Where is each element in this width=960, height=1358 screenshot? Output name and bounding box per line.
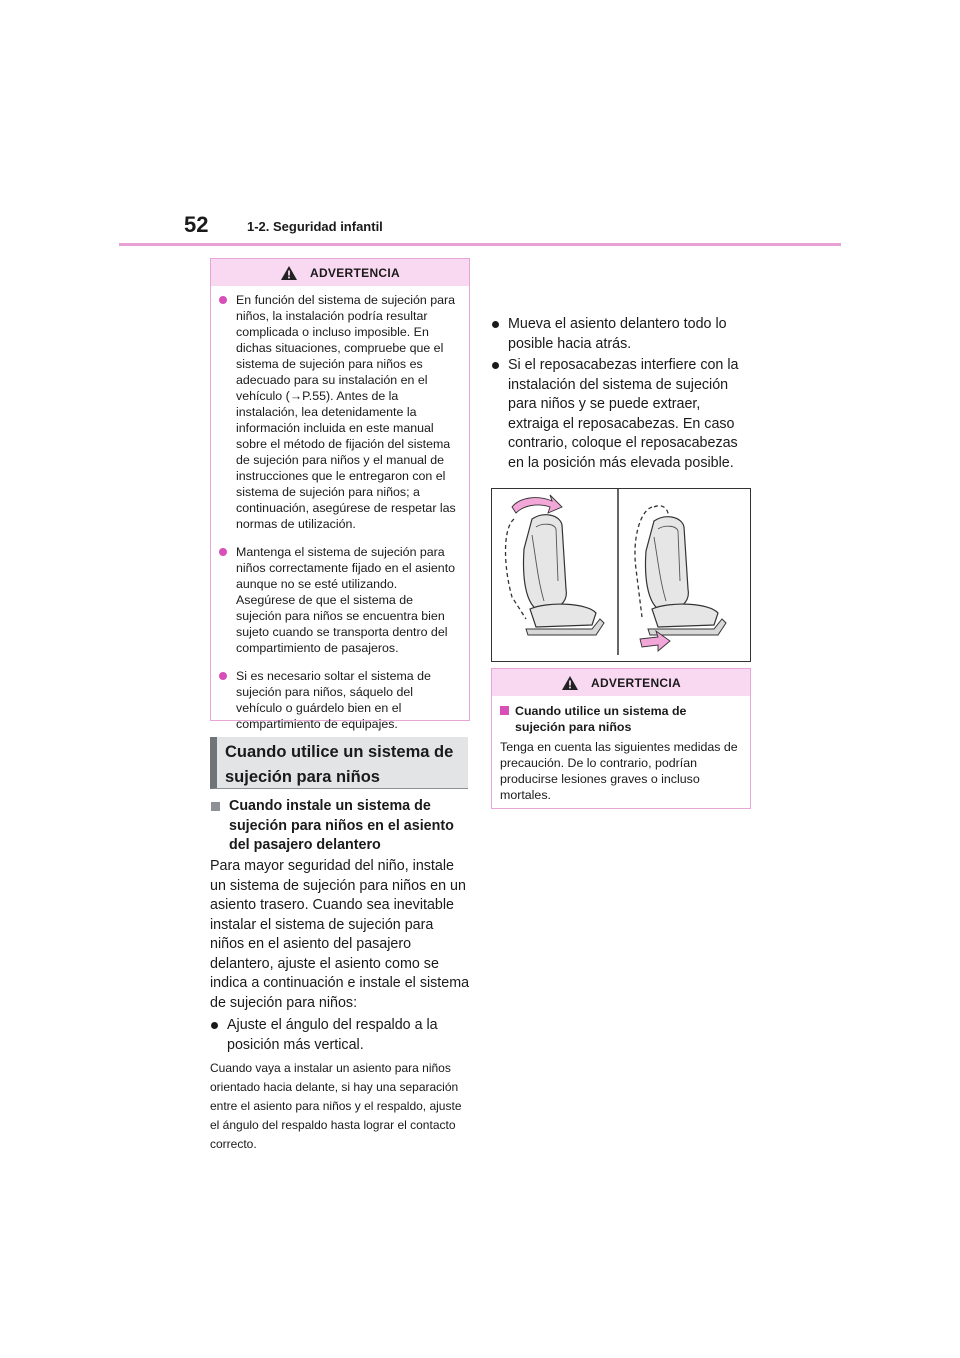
warning-title: ADVERTENCIA: [310, 265, 400, 280]
warning-item-text: En función del sistema de sujeción para niños, la instalación podría resultar complicada o incluso imposible. En dichas situaciones, compruebe que el sistema de sujeción para niños es adecuado para su instalación en el vehículo (→P.55). Antes de la instalación, lea detenidamente la información incluida en este manual sobre el método de fijación del sistema de sujeción para niños y el manual de instrucciones que le entregaron con el sistema de sujeción para niños; a continuación, asegúrese de respetar las normas de utilización.: [236, 293, 456, 531]
note-text-left: [210, 1059, 468, 1154]
warning-subtitle-text: Cuando utilice un sistema de sujeción para niños: [515, 704, 687, 734]
note-text: Cuando vaya a instalar un asiento para niños orientado hacia delante, si hay una separación entre el asiento para niños y el respaldo, ajuste el ángulo del respaldo hasta lograr el contacto correcto.: [210, 1061, 462, 1151]
warning-body: [492, 696, 750, 809]
warning-box-2: [491, 668, 751, 809]
warning-icon: [561, 675, 579, 691]
warning-header: [211, 259, 469, 286]
warning-item-text: Mantenga el sistema de sujeción para niños correctamente fijado en el asiento aunque no se esté utilizando. Asegúrese de que el sistema de sujeción para niños se encuentra bien sujeto cuando se transporta dentro del compartimiento de pasajeros.: [236, 545, 456, 655]
warning-body: [211, 286, 469, 740]
bullet-dot-icon: [492, 362, 499, 369]
header-rule: [119, 243, 841, 246]
bullet-text: Mueva el asiento delantero todo lo posible hacia atrás.: [508, 316, 727, 352]
seat-adjustment-illustration: [491, 488, 751, 662]
bullet-text: Si el reposacabezas interfiere con la instalación del sistema de sujeción para niños y se puede extraer, extraiga el reposacabezas. En caso contrario, coloque el reposacabezas en la posición más elevada posible.: [508, 357, 739, 471]
bullet-dot-icon: [219, 296, 227, 304]
warning-box: [210, 258, 470, 731]
bullet-item: [210, 1016, 470, 1055]
bullet-item: [491, 315, 753, 354]
subheading-text: Cuando instale un sistema de sujeción para niños en el asiento del pasajero delantero: [229, 798, 454, 853]
warning-title: ADVERTENCIA: [591, 675, 681, 690]
bullet-dot-icon: [211, 1022, 218, 1029]
warning-item: [219, 292, 459, 532]
warning-item-text: Si es necesario soltar el sistema de sujeción para niños, sáquelo del vehículo o guárdelo bien en el compartimiento de equipajes.: [236, 669, 431, 731]
page-number: 52: [184, 212, 209, 237]
body-paragraph: Para mayor seguridad del niño, instale un sistema de sujeción para niños en un asiento trasero. Cuando sea inevitable instalar el sistema de sujeción para niños en el asiento del pasajero delantero, ajuste el asiento como se indica a continuación e instale el sistema de sujeción para niños:: [210, 858, 470, 1011]
warning-item: [219, 544, 459, 656]
square-bullet-icon: [500, 706, 509, 715]
subheading: [210, 797, 470, 856]
warning-header: [492, 669, 750, 696]
square-bullet-icon: [211, 802, 220, 811]
warning-text: Tenga en cuenta las siguientes medidas de precaución. De lo contrario, podrían producirse lesiones graves o incluso mortales.: [500, 740, 738, 802]
bullet-text: Ajuste el ángulo del respaldo a la posición más vertical.: [227, 1017, 438, 1053]
warning-subtitle: [500, 703, 740, 735]
warning-icon: [280, 265, 298, 281]
bullet-dot-icon: [219, 672, 227, 680]
section-heading: Cuando utilice un sistema de sujeción para niños: [210, 737, 468, 789]
seat-illustration-svg: [492, 489, 750, 661]
bullet-dot-icon: [219, 548, 227, 556]
bullet-dot-icon: [492, 321, 499, 328]
recline-arrow-icon: [512, 495, 562, 513]
section-title: 1-2. Seguridad infantil: [247, 219, 383, 234]
seat-right: [646, 517, 727, 635]
warning-item: [219, 668, 459, 732]
bullet-item: [491, 356, 753, 473]
seat-left: [524, 515, 605, 635]
